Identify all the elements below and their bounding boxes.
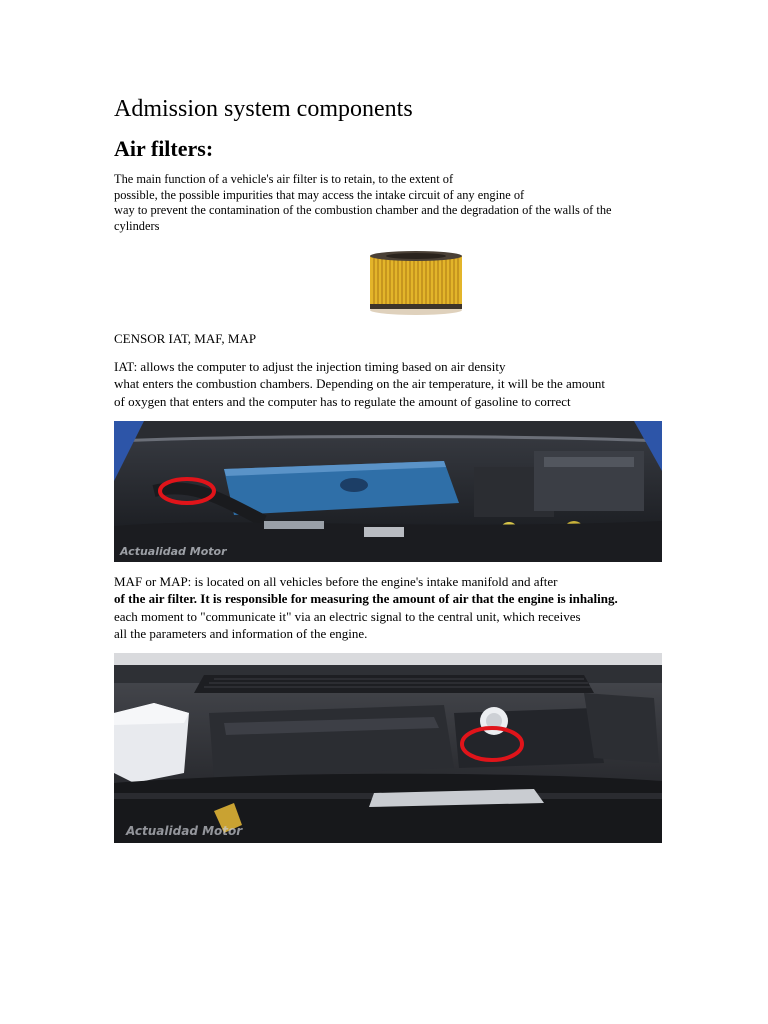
maf-map-paragraph [114, 573, 618, 643]
engine-photo-maf [114, 653, 662, 843]
sensor-heading: CENSOR IAT, MAF, MAP [114, 331, 257, 346]
text-line: all the parameters and information of the engine. [114, 626, 368, 642]
air-filter-image [368, 250, 464, 316]
text-line: what enters the combustion chambers. Depending on the air temperature, it will be the amount [114, 376, 605, 392]
text-line: possible, the possible impurities that may access the intake circuit of any engine of [114, 187, 525, 202]
text-line-bold: of the air filter. It is responsible for measuring the amount of air that the engine is inhaling. [114, 591, 618, 607]
air-filter-paragraph [114, 172, 674, 234]
text-line: The main function of a vehicle's air filter is to retain, to the extent of [114, 172, 454, 186]
text-line: way to prevent the contamination of the combustion chamber and the degradation of the walls of the [114, 203, 612, 217]
text-line: each moment to "communicate it" via an electric signal to the central unit, which receives [114, 608, 581, 624]
photo-watermark: Actualidad Motor [126, 824, 243, 838]
text-line: of oxygen that enters and the computer has to regulate the amount of gasoline to correct [114, 393, 571, 409]
page-title: Admission system components [114, 96, 413, 122]
photo-watermark: Actualidad Motor [120, 545, 227, 558]
text-line: cylinders [114, 218, 160, 233]
engine-photo-iat [114, 421, 662, 562]
iat-paragraph [114, 358, 605, 410]
section-heading-air-filters: Air filters: [114, 136, 214, 161]
text-line: MAF or MAP: is located on all vehicles before the engine's intake manifold and after [114, 574, 558, 589]
text-line: IAT: allows the computer to adjust the injection timing based on air density [114, 359, 506, 374]
